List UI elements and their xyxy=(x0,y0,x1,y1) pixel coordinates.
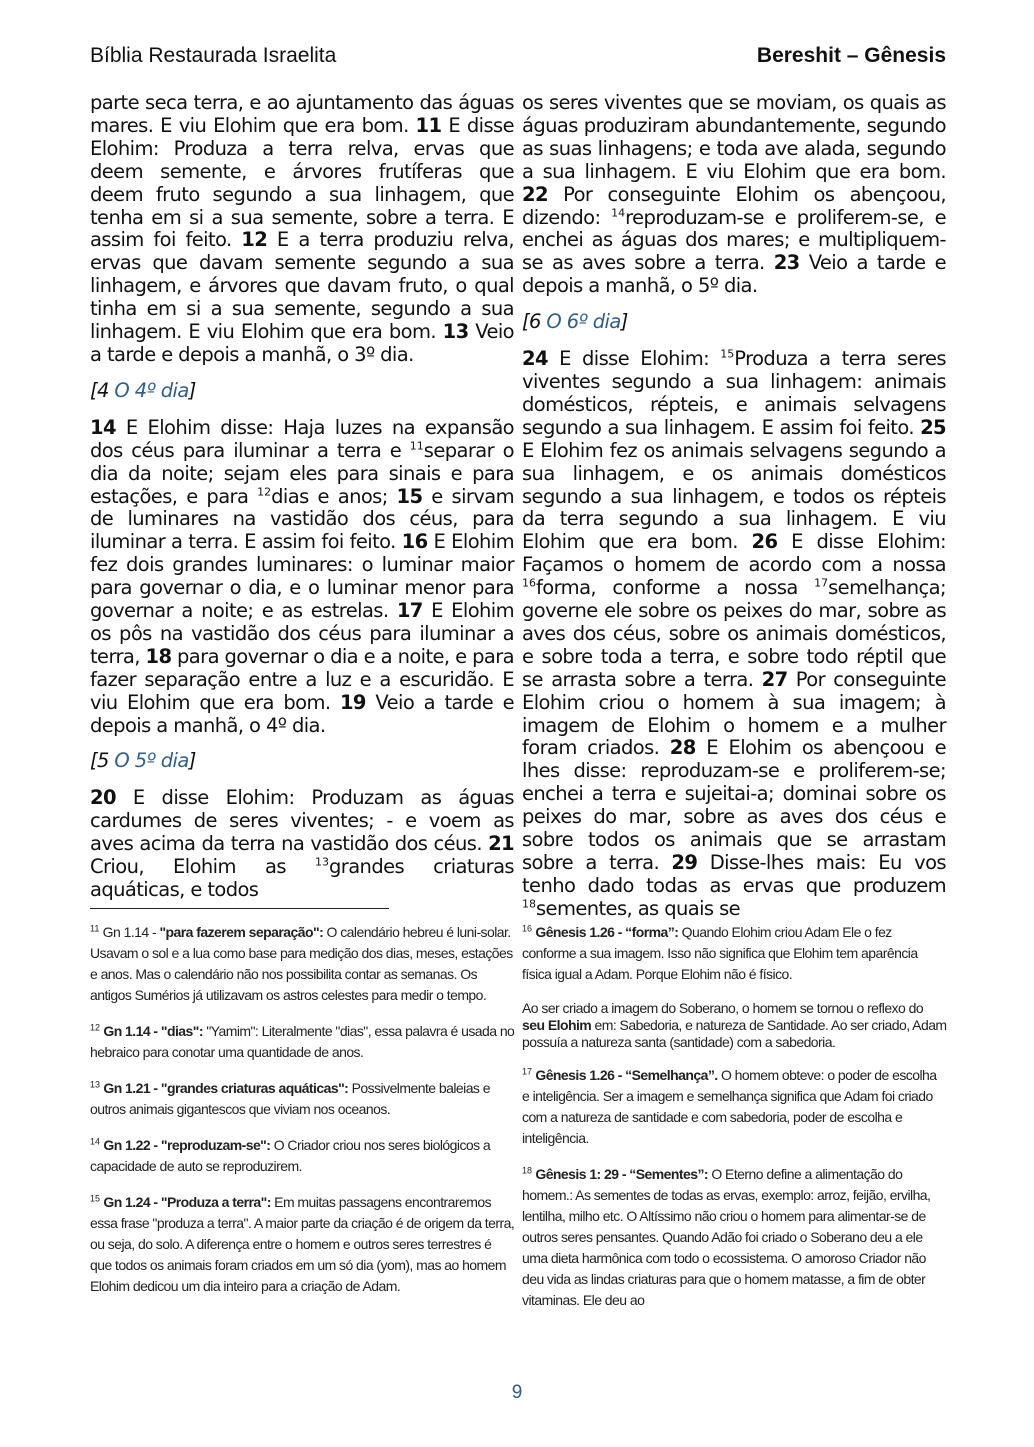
section-heading: [6 O 6º dia] xyxy=(522,310,628,334)
footnote-ref[interactable]: 18 xyxy=(522,897,536,911)
paragraph: 20 E disse Elohim: Produzam as águas cardumes de seres viventes; - e voem as aves acima da terra na vastidão dos céus. 21 Criou, Elohim as $^{13}$grandes criaturas aquáticas, e todos xyxy=(90,786,514,901)
footnote-ref[interactable]: 12 xyxy=(257,485,272,498)
verse-number: 24 xyxy=(522,347,548,371)
verse-number: 16 xyxy=(401,530,428,554)
running-header-chapter: Bereshit – Gênesis xyxy=(756,44,946,67)
verse-number: 20 xyxy=(90,786,116,810)
paragraph: parte seca terra, e ao ajuntamento das águas mares. E viu Elohim que era bom. 11 E disse Elohim: Produza a terra relva, ervas que deem semente, e árvores frutíferas que deem fruto segundo a sua linhagem, que tenha em si a sua semente, sobre a terra. E assim foi feito. 12 E a terra produziu relva, ervas que davam semente segundo a sua linhagem, e árvores que davam fruto, o qual tinha em si a sua semente, segundo a sua linhagem. E viu Elohim que era bom. 13 Veio a tarde e depois a manhã, o 3º dia. xyxy=(90,91,515,366)
footnote: $^{13}$ Gn 1.21 - "grandes criaturas aquáticas": Possivelmente baleias e outros animais gigantescos que viviam nos oceanos. xyxy=(90,1079,490,1117)
footnote: $^{11}$ Gn 1.14 - "para fazerem separação": O calendário hebreu é luni-solar. Usavam o sol e a lua como base para medição dos dias, meses, estações e anos. Mas o calendário não nos possibilita contar as semanas. Os antigos Sumérios já utilizavam os astros celestes para medir o tempo. xyxy=(90,923,513,1003)
footnote-ref[interactable]: 17 xyxy=(814,576,829,590)
section-heading: [4 O 4º dia] xyxy=(90,378,196,402)
verse-number: 18 xyxy=(145,644,172,668)
footnotes-left xyxy=(90,922,515,1312)
paragraph: os seres viventes que se moviam, os quais as águas produziram abundantemente, segundo as suas linhagens; e toda ave alada, segundo a sua linhagem. E viu Elohim que era bom. 22 Por conseguinte Elohim os abençoou, dizendo: $^{14}$reproduzam-se e proliferem-se, e enchei as águas dos mares; e multipliquem-se as aves sobre a terra. 23 Veio a tarde e depois a manhã, o 5º dia. xyxy=(522,91,946,298)
section-link[interactable]: O 6º dia xyxy=(546,310,621,334)
verse-number: 29 xyxy=(671,851,698,874)
footnote-separator xyxy=(90,908,389,909)
verse-number: 15 xyxy=(396,484,423,508)
paragraph: 24 E disse Elohim: $^{15}$Produza a terra seres viventes segundo a sua linhagem: animais domésticos, répteis, e animais selvagens segundo a sua linhagem. E assim foi feito. 25 E Elohim fez os animais selvagens segundo a sua linhagem, e os animais domésticos segundo a sua linhagem, e todos os répteis da terra segundo a sua linhagem. E viu Elohim que era bom. 26 E disse Elohim: Façamos o homem de acordo com a nossa $^{16}$forma, conforme a nossa $^{17}$semelhança; governe ele sobre os peixes do mar, sobre as aves dos céus, sobre os animais domésticos, e sobre toda a terra, e sobre todo réptil que se arrasta sobre a terra. 27 Por conseguinte Elohim criou o homem à sua imagem; à imagem de Elohim o homem e a mulher foram criados. 28 E Elohim os abençoou e lhes disse: reproduzam-se e proliferem-se; enchei a terra e sujeitai-a; dominai sobre os peixes do mar, sobre as aves dos céus e sobre todos os animais que se arrastam sobre a terra. 29 Disse-lhes mais: Eu vos tenho dado todas as ervas que produzem $^{18}$sementes, as quais se xyxy=(522,347,946,920)
verse-number: 22 xyxy=(522,182,548,206)
verse-number: 12 xyxy=(241,228,268,252)
verse-number: 11 xyxy=(415,113,442,137)
section-heading: [5 O 5º dia] xyxy=(90,749,196,773)
footnote: $^{18}$ Gênesis 1: 29 - “Sementes”: O Eterno define a alimentação do homem.: As sementes de todas as ervas, exemplo: arroz, feijão, ervilha, lentilha, milho etc. O Altíssimo não criou o homem para alimentar-se de outros seres pensantes. Quando Adão foi criado o Soberano deu a ele uma dieta harmônica com todo o ecossistema. O amoroso Criador não deu vida as lindas criaturas para que o homem matasse, a fim de obter vitaminas. Ele deu ao xyxy=(522,1165,931,1308)
verse-number: 19 xyxy=(339,690,366,714)
footnote: $^{12}$ Gn 1.14 - "dias": "Yamim": Literalmente "dias", essa palavra é usada no hebraico para conotar uma quantidade de anos. xyxy=(90,1022,515,1060)
verse-number: 17 xyxy=(396,599,423,623)
verse-number: 14 xyxy=(90,415,116,439)
footnote: $^{14}$ Gn 1.22 - "reproduzam-se": O Criador criou nos seres biológicos a capacidade de auto se reproduzirem. xyxy=(90,1136,491,1174)
footnote-ref[interactable]: 14 xyxy=(611,206,626,220)
verse-number: 21 xyxy=(488,832,514,856)
verse-number: 28 xyxy=(669,736,696,760)
paragraph: 14 E Elohim disse: Haja luzes na expansão dos céus para iluminar a terra e $^{11}$separar o dia da noite; sejam eles para sinais e para estações, e para $^{12}$dias e anos; 15 e sirvam de luminares na vastidão dos céus, para iluminar a terra. E assim foi feito. 16 E Elohim fez dois grandes luminares: o luminar maior para governar o dia, e o luminar menor para governar a noite; e as estrelas. 17 E Elohim os pôs na vastidão dos céus para iluminar a terra, 18 para governar o dia e a noite, e para fazer separação entre a luz e a escuridão. E viu Elohim que era bom. 19 Veio a tarde e depois a manhã, o 4º dia. xyxy=(90,415,515,737)
footnote: $^{15}$ Gn 1.24 - "Produza a terra": Em muitas passagens encontraremos essa frase "produza a terra". A maior parte da criação é de origem da terra, ou seja, do solo. A diferença entre o homem e outros seres terrestres é que todos os animais foram criados em um só dia (yom), mas ao homem Elohim dedicou um dia inteiro para a criação de Adam. xyxy=(90,1193,515,1294)
section-link[interactable]: O 5º dia xyxy=(114,749,189,773)
text-column-right xyxy=(522,92,946,921)
footnote-ref[interactable]: 11 xyxy=(409,439,424,453)
footnotes-right xyxy=(522,922,947,1326)
running-header-book: Bíblia Restaurada Israelita xyxy=(90,44,337,67)
section-link[interactable]: O 4º dia xyxy=(114,378,189,402)
verse-number: 23 xyxy=(773,251,800,275)
footnote-ref[interactable]: 13 xyxy=(315,855,330,869)
footnote-ref[interactable]: 15 xyxy=(720,347,735,361)
footnote: $^{17}$ Gênesis 1.26 - “Semelhança”. O homem obteve: o poder de escolha e inteligência. Ser a imagem e semelhança significa que Adam foi criado com a natureza de santidade e com sabedoria, poder de escolha e inteligência. xyxy=(522,1066,937,1146)
verse-number: 25 xyxy=(920,415,946,439)
text-column-left xyxy=(90,92,514,902)
footnote: $^{16}$ Gênesis 1.26 - “forma”: Quando Elohim criou Adam Ele o fez conforme a sua imagem. Isso não significa que Elohim tem aparência física igual a Adam. Porque Elohim não é físico. xyxy=(522,923,918,982)
footnote-continuation: Ao ser criado a imagem do Soberano, o homem se tornou o reflexo do seu Elohim em: Sabedoria, e natureza de Santidade. Ao ser criado, Adam possuía a natureza santa (santidade) com a sabedoria. xyxy=(522,1000,947,1050)
verse-number: 27 xyxy=(761,667,788,691)
verse-number: 13 xyxy=(442,320,469,344)
footnote-ref[interactable]: 16 xyxy=(522,576,536,590)
verse-number: 26 xyxy=(751,530,778,554)
page-number: 9 xyxy=(511,1382,523,1403)
